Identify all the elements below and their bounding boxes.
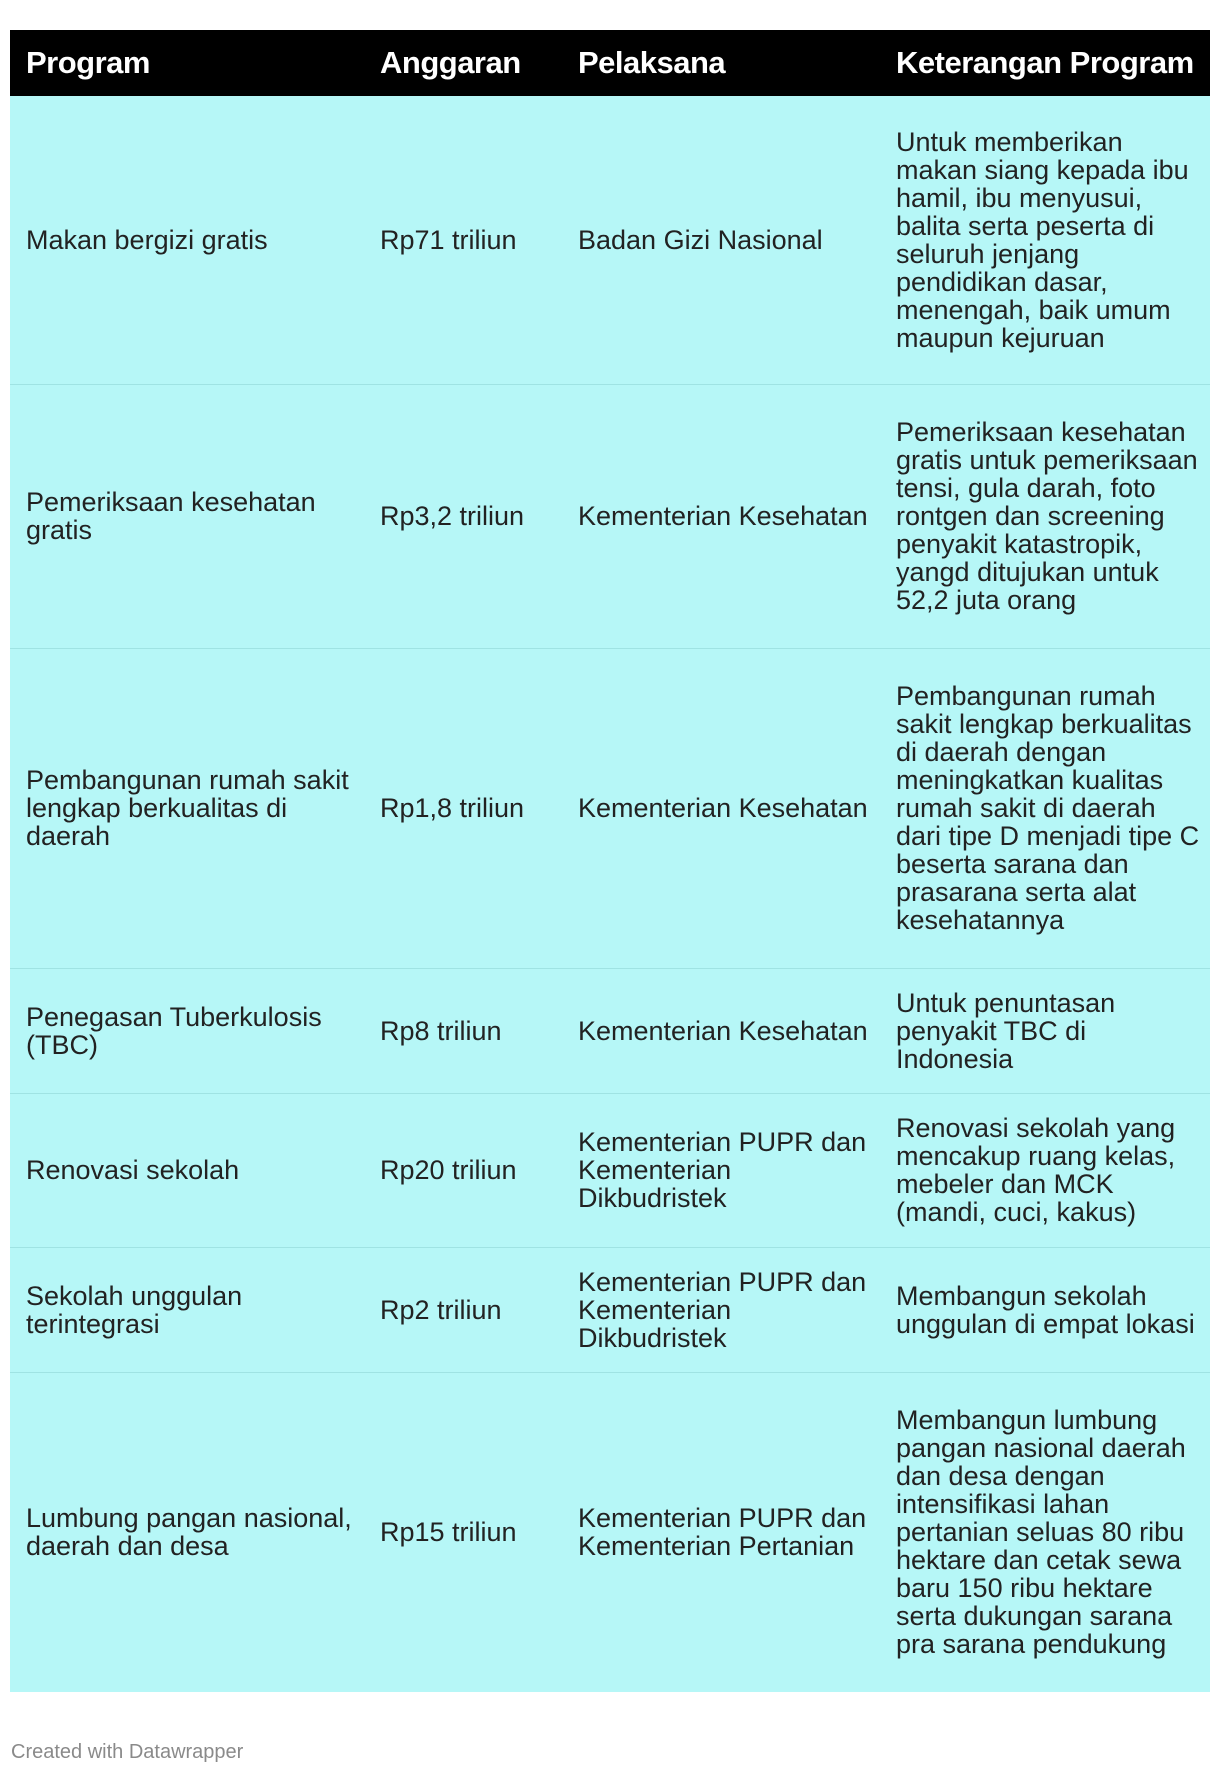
cell-anggaran: Rp71 triliun <box>380 224 517 255</box>
program-table <box>10 30 1210 1692</box>
cell-keterangan: Untuk memberikan makan siang kepada ibu hamil, ibu menyusui, balita serta peserta di seluruh jenjang pendidikan dasar, menengah, baik umum maupun kejuruan <box>896 126 1189 353</box>
data-table-container <box>10 30 1210 1692</box>
cell-keterangan: Membangun sekolah unggulan di empat lokasi <box>896 1280 1195 1339</box>
table-row <box>10 384 1210 648</box>
cell-program: Pembangunan rumah sakit lengkap berkualitas di daerah <box>26 765 349 851</box>
cell-anggaran: Rp1,8 triliun <box>380 793 525 823</box>
cell-anggaran: Rp15 triliun <box>380 1517 517 1548</box>
table-body <box>10 96 1210 1692</box>
cell-anggaran: Rp20 triliun <box>380 1155 517 1185</box>
table-row <box>10 968 1210 1093</box>
cell-keterangan: Untuk penuntasan penyakit TBC di Indonesia <box>896 987 1116 1074</box>
cell-pelaksana: Kementerian Kesehatan <box>578 793 868 823</box>
cell-pelaksana: Kementerian PUPR dan Kementerian Dikbudristek <box>578 1127 867 1213</box>
header-pelaksana[interactable]: Pelaksana <box>578 45 726 80</box>
cell-program: Pemeriksaan kesehatan gratis <box>26 487 316 545</box>
cell-program: Sekolah unggulan terintegrasi <box>26 1280 243 1339</box>
cell-keterangan: Pemeriksaan kesehatan gratis untuk pemeriksaan tensi, gula darah, foto rontgen dan screening penyakit katastropik, yangd ditujukan untuk 52,2 juta orang <box>896 417 1198 615</box>
cell-program: Makan bergizi gratis <box>26 224 268 255</box>
cell-pelaksana: Kementerian PUPR dan Kementerian Pertanian <box>578 1503 867 1562</box>
table-row <box>10 648 1210 968</box>
cell-anggaran: Rp8 triliun <box>380 1015 502 1046</box>
cell-keterangan: Membangun lumbung pangan nasional daerah dan desa dengan intensifikasi lahan pertanian seluas 80 ribu hektare dan cetak sewa baru 150 ribu hektare serta dukungan sarana pra sarana pendukung <box>896 1405 1186 1660</box>
cell-anggaran: Rp3,2 triliun <box>380 501 525 531</box>
table-row <box>10 1093 1210 1247</box>
cell-program: Penegasan Tuberkulosis (TBC) <box>26 1001 322 1060</box>
cell-keterangan: Renovasi sekolah yang mencakup ruang kelas, mebeler dan MCK (mandi, cuci, kakus) <box>896 1113 1176 1227</box>
table-header <box>10 30 1210 96</box>
datawrapper-credit[interactable]: Created with Datawrapper <box>11 1741 244 1763</box>
table-row <box>10 96 1210 384</box>
cell-anggaran: Rp2 triliun <box>380 1294 502 1325</box>
table-row <box>10 1372 1210 1692</box>
cell-pelaksana: Kementerian Kesehatan <box>578 1015 868 1046</box>
table-row <box>10 1247 1210 1372</box>
cell-pelaksana: Badan Gizi Nasional <box>578 224 823 255</box>
cell-program: Lumbung pangan nasional, daerah dan desa <box>26 1503 352 1562</box>
header-row <box>10 30 1210 96</box>
cell-program: Renovasi sekolah <box>26 1155 240 1185</box>
header-anggaran[interactable]: Anggaran <box>380 45 521 80</box>
cell-pelaksana: Kementerian PUPR dan Kementerian Dikbudristek <box>578 1266 867 1353</box>
header-program[interactable]: Program <box>26 45 150 80</box>
cell-keterangan: Pembangunan rumah sakit lengkap berkualitas di daerah dengan meningkatkan kualitas rumah sakit di daerah dari tipe D menjadi tipe C beserta sarana dan prasarana serta alat kesehatannya <box>896 681 1200 935</box>
header-keterangan[interactable]: Keterangan Program <box>896 45 1194 80</box>
cell-pelaksana: Kementerian Kesehatan <box>578 501 868 531</box>
